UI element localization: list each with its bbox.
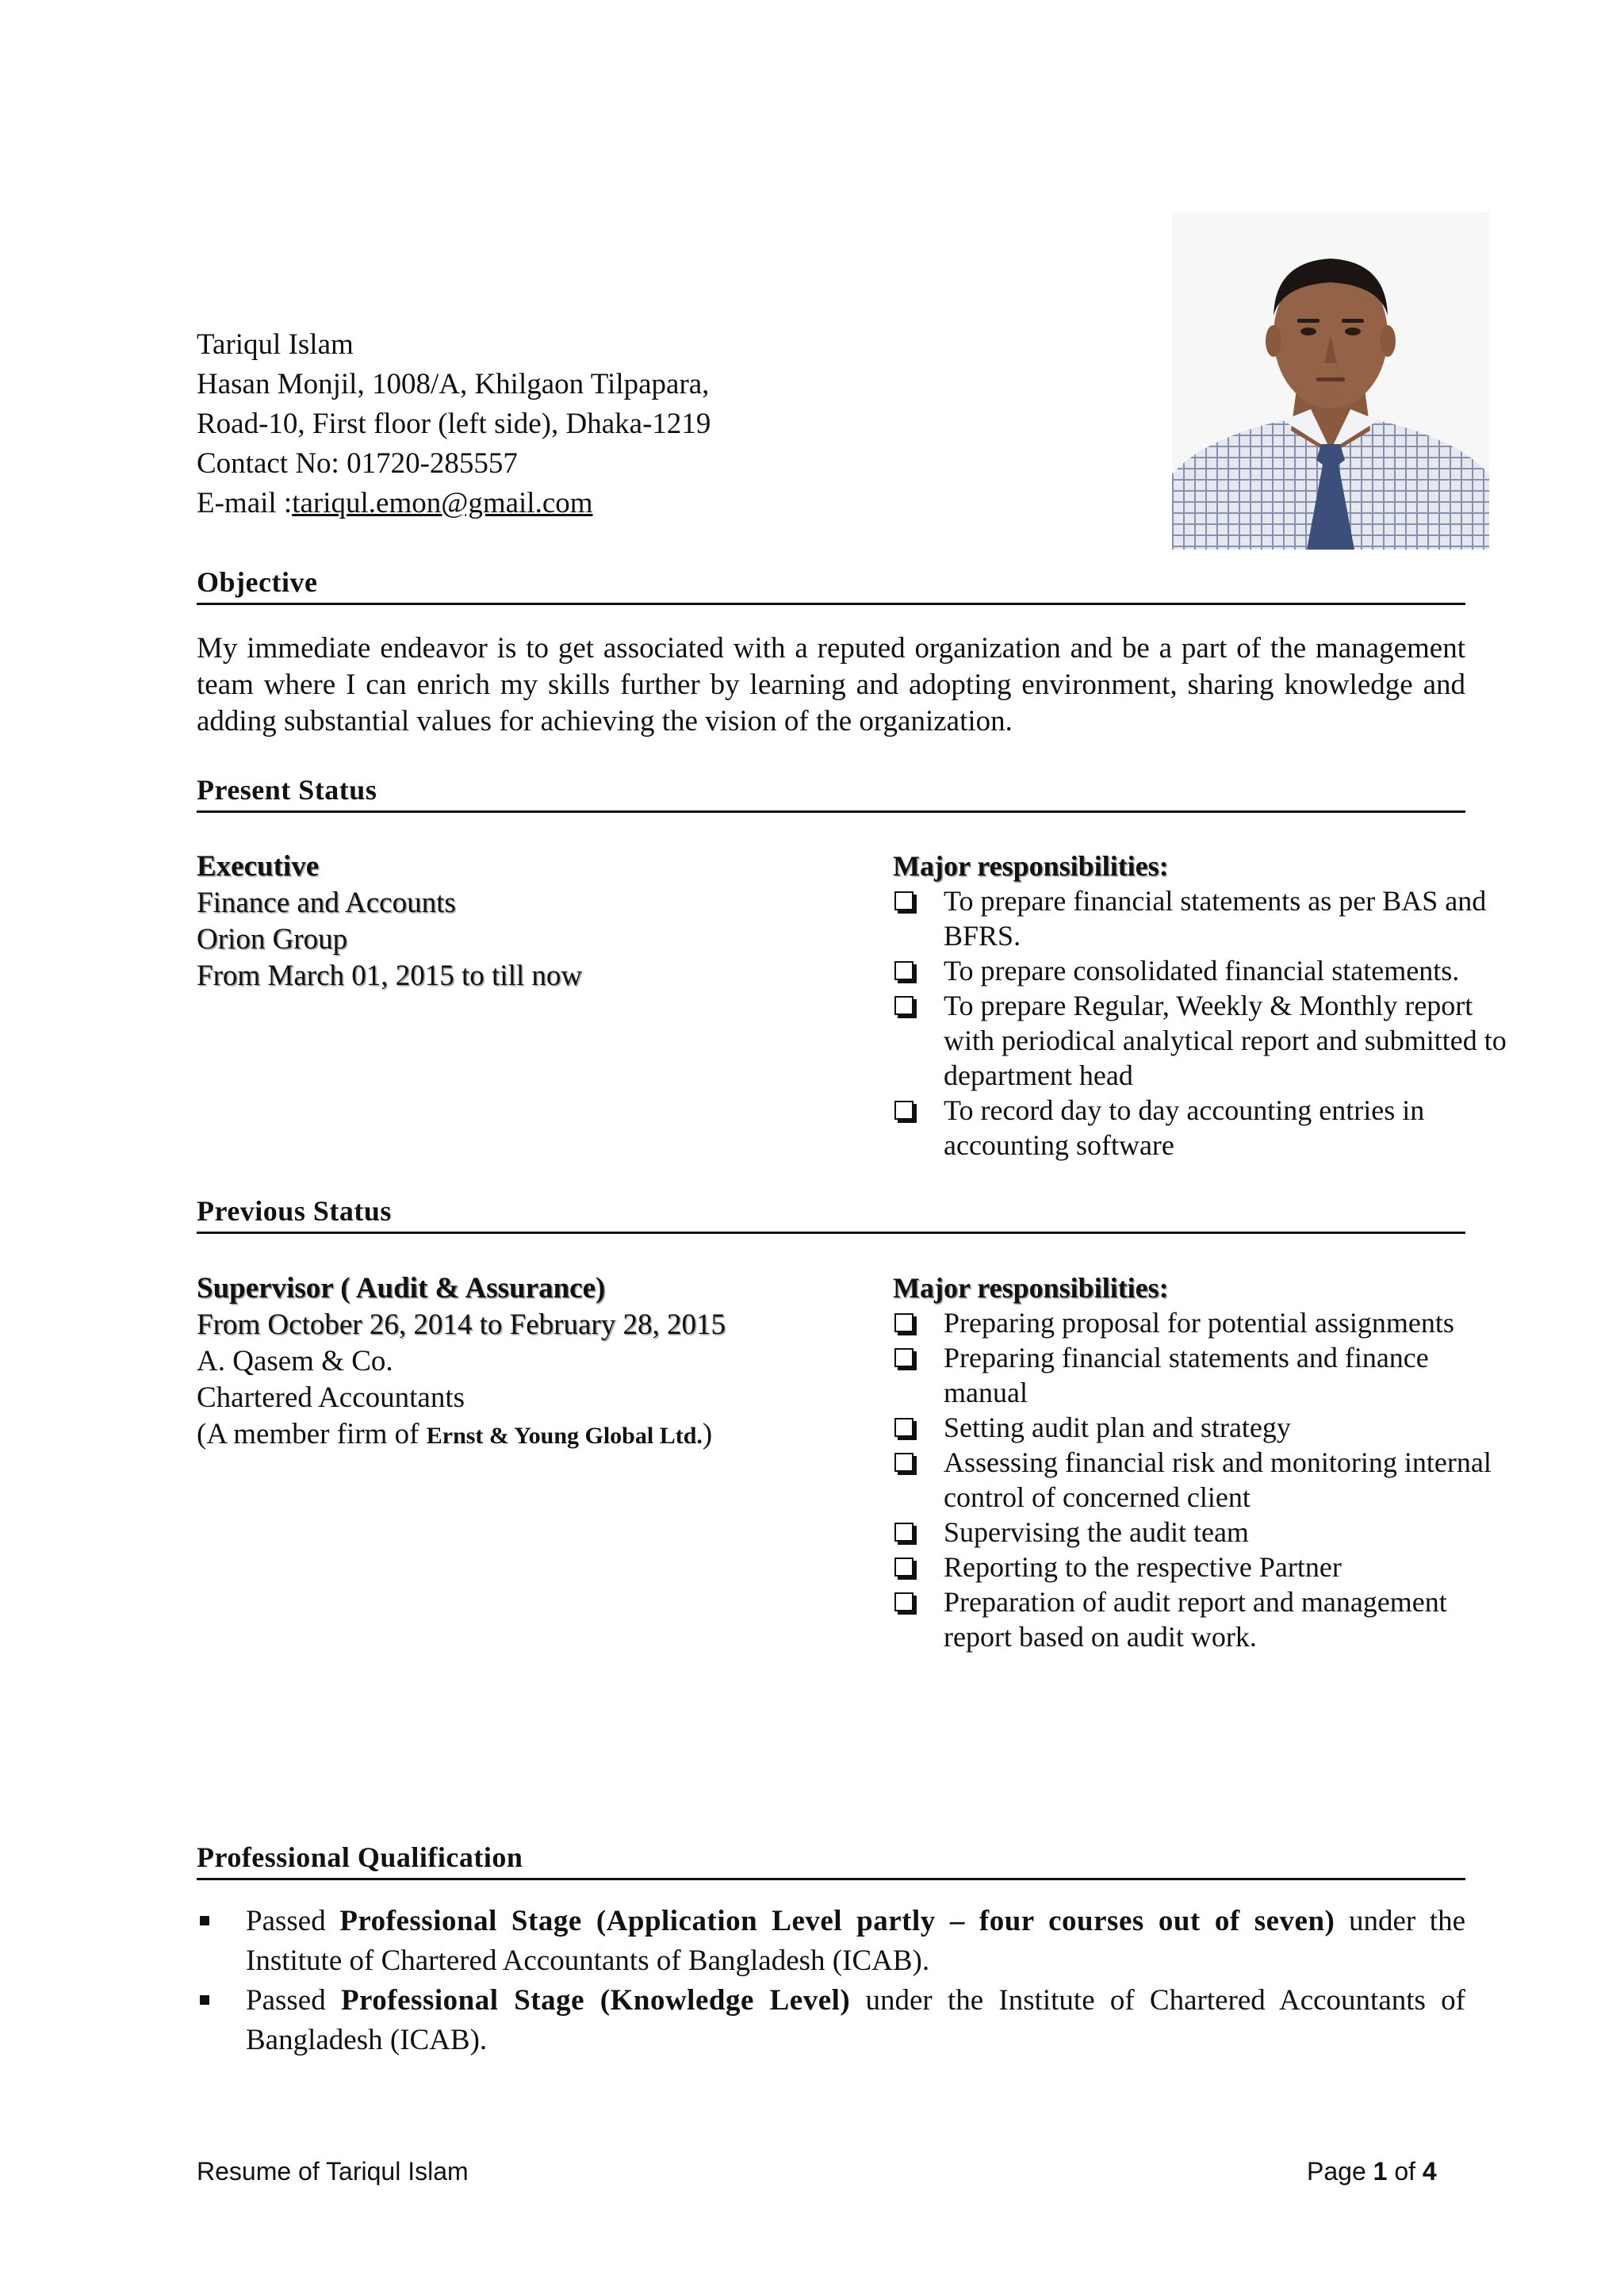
list-item: Assessing financial risk and monitoring internal control of concerned client (893, 1445, 1511, 1515)
previous-status-heading (197, 1193, 1465, 1234)
previous-job-period: From October 26, 2014 to February 28, 2015 (197, 1308, 726, 1341)
present-job-company: Orion Group (197, 923, 348, 956)
present-resp-list (893, 883, 1511, 1163)
checkbox-bullet-icon (894, 1101, 914, 1120)
checkbox-bullet-icon (894, 1523, 914, 1542)
list-item: Passed Professional Stage (Application Level partly – four courses out of seven) under the Institute of Chartered Accountants of Bangladesh (ICAB). (197, 1902, 1465, 1981)
previous-job-company: A. Qasem & Co. (197, 1345, 393, 1377)
checkbox-bullet-icon (894, 1453, 914, 1472)
checkbox-bullet-icon (894, 1592, 914, 1611)
square-bullet-icon (200, 1916, 209, 1925)
checkbox-bullet-icon (894, 1557, 914, 1577)
previous-resp-list (893, 1305, 1511, 1654)
checkbox-bullet-icon (894, 1418, 914, 1437)
contact-block (197, 325, 710, 523)
member-firm-name: Ernst & Young Global Ltd. (426, 1423, 703, 1449)
objective-text: My immediate endeavor is to get associated with a reputed organization and be a part of the management team where I can enrich my skills further by learning and adopting environment, sharing knowledge and adding substantial values for achieving the vision of the organization. (197, 632, 1465, 738)
checkbox-bullet-icon (894, 1313, 914, 1332)
list-item: To prepare consolidated financial statements. (893, 953, 1511, 988)
checkbox-bullet-icon (894, 1348, 914, 1367)
list-item: Reporting to the respective Partner (893, 1550, 1511, 1584)
list-item: Preparing financial statements and finance manual (893, 1340, 1511, 1410)
professional-qualification-heading (197, 1840, 1465, 1880)
previous-job-title: Supervisor ( Audit & Assurance) (197, 1272, 606, 1305)
footer-title: Resume of Tariqul Islam (197, 2157, 469, 2186)
email-line (197, 484, 710, 523)
checkbox-bullet-icon (894, 891, 914, 910)
profile-photo-image (1172, 213, 1489, 550)
list-item: To prepare financial statements as per BAS and BFRS. (893, 883, 1511, 953)
square-bullet-icon (200, 1995, 209, 2005)
list-item: Preparation of audit report and management report based on audit work. (893, 1584, 1511, 1654)
previous-responsibilities (893, 1270, 1511, 1654)
objective-heading (197, 565, 1465, 605)
page-number: Page 1 of 4 (1307, 2157, 1437, 2186)
objective-heading-text: Objective (197, 566, 318, 598)
list-item: Setting audit plan and strategy (893, 1410, 1511, 1445)
present-responsibilities (893, 849, 1511, 1163)
present-resp-heading: Major responsibilities: (893, 850, 1169, 882)
previous-job-company-type: Chartered Accountants (197, 1381, 465, 1414)
checkbox-bullet-icon (894, 996, 914, 1015)
previous-job-details (197, 1270, 726, 1454)
list-item: To prepare Regular, Weekly & Monthly report with periodical analytical report and submitted to department head (893, 988, 1511, 1093)
checkbox-bullet-icon (894, 961, 914, 980)
list-item: Passed Professional Stage (Knowledge Level) under the Institute of Chartered Accountants of Bangladesh (ICAB). (197, 1981, 1465, 2060)
qualification-list (197, 1902, 1465, 2060)
list-item: To record day to day accounting entries in accounting software (893, 1093, 1511, 1163)
contact-number: Contact No: 01720-285557 (197, 447, 518, 480)
present-status-heading-text: Present Status (197, 774, 377, 806)
profile-photo (1172, 213, 1489, 550)
previous-status-heading-text: Previous Status (197, 1195, 392, 1227)
professional-qualification-heading-text: Professional Qualification (197, 1841, 523, 1873)
member-firm-line: (A member firm of Ernst & Young Global Ltd.) (197, 1418, 713, 1450)
present-job-details (197, 849, 582, 994)
present-job-period: From March 01, 2015 to till now (197, 960, 583, 992)
list-item: Preparing proposal for potential assignments (893, 1305, 1511, 1340)
present-job-department: Finance and Accounts (197, 887, 456, 919)
email-label: E-mail : (197, 487, 293, 519)
present-job-title: Executive (197, 850, 320, 883)
previous-resp-heading: Major responsibilities: (893, 1272, 1169, 1304)
email-link[interactable]: tariqul.emon@gmail.com (292, 487, 593, 519)
present-status-heading (197, 772, 1465, 813)
address-line-2: Road-10, First floor (left side), Dhaka-1219 (197, 408, 711, 440)
candidate-name: Tariqul Islam (197, 328, 354, 361)
address-line-1: Hasan Monjil, 1008/A, Khilgaon Tilpapara, (197, 368, 710, 400)
list-item: Supervising the audit team (893, 1515, 1511, 1550)
